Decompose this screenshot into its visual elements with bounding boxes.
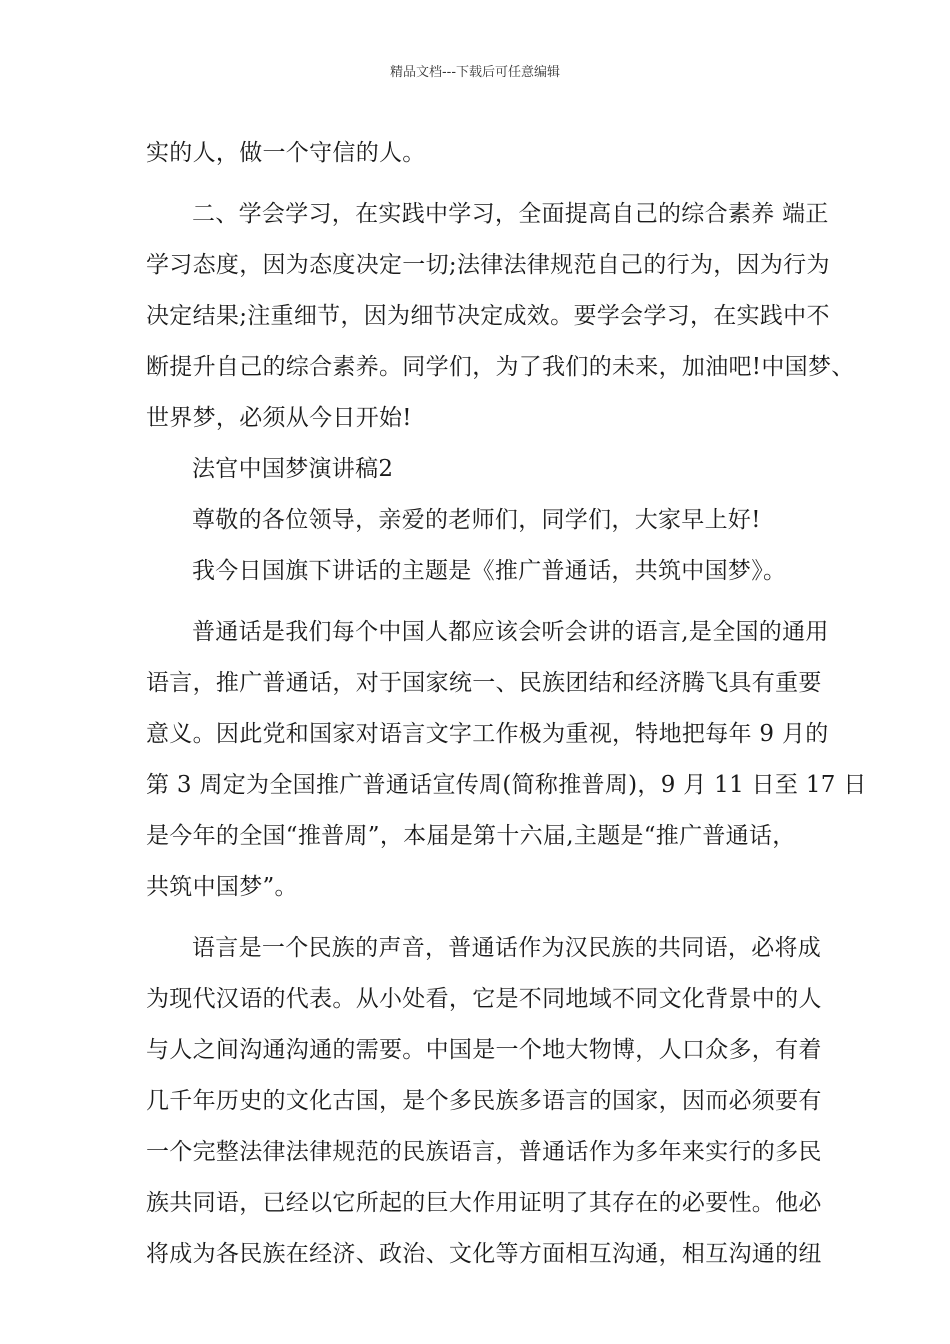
text-line: 二、学会学习，在实践中学习，全面提高自己的综合素养 端正 xyxy=(192,201,829,227)
text-line: 为现代汉语的代表。从小处看，它是不同地域不同文化背景中的人 xyxy=(146,986,822,1012)
text-line: 断提升自己的综合素养。同学们，为了我们的未来，加油吧!中国梦、 xyxy=(146,354,855,380)
text-line: 与人之间沟通沟通的需要。中国是一个地大物博，人口众多，有着 xyxy=(146,1037,822,1063)
text-line: 是今年的全国“推普周”，本届是第十六届,主题是“推广普通话， xyxy=(146,823,796,849)
text-line: 我今日国旗下讲话的主题是《推广普通话，共筑中国梦》。 xyxy=(192,558,787,584)
section-title: 法官中国梦演讲稿2 xyxy=(192,456,394,482)
document-body xyxy=(146,128,867,1280)
page-header: 精品文档---下载后可任意编辑 xyxy=(389,65,561,80)
text-line: 决定结果;注重细节，因为细节决定成效。要学会学习，在实践中不 xyxy=(146,303,830,329)
paragraph-gap xyxy=(146,179,818,189)
text-line: 几千年历史的文化古国，是个多民族多语言的国家，因而必须要有 xyxy=(146,1088,822,1114)
paragraph-gap xyxy=(146,913,818,923)
text-line: 共筑中国梦”。 xyxy=(146,874,298,900)
text-line: 第 3 周定为全国推广普通话宣传周(简称推普周)，9 月 11 日至 17 日 xyxy=(146,772,867,798)
text-line: 语言，推广普通话，对于国家统一、民族团结和经济腾飞具有重要 xyxy=(146,670,822,696)
text-line: 世界梦，必须从今日开始! xyxy=(146,405,412,431)
text-line: 意义。因此党和国家对语言文字工作极为重视，特地把每年 9 月的 xyxy=(146,721,829,747)
text-line: 一个完整法律法律规范的民族语言，普通话作为多年来实行的多民 xyxy=(146,1139,822,1165)
text-line: 尊敬的各位领导，亲爱的老师们，同学们，大家早上好! xyxy=(192,507,761,533)
text-line: 普通话是我们每个中国人都应该会听会讲的语言,是全国的通用 xyxy=(192,619,829,645)
text-line: 将成为各民族在经济、政治、文化等方面相互沟通，相互沟通的纽 xyxy=(146,1241,822,1267)
text-line: 语言是一个民族的声音，普通话作为汉民族的共同语，必将成 xyxy=(192,935,822,961)
text-line: 学习态度，因为态度决定一切;法律法律规范自己的行为，因为行为 xyxy=(146,252,830,278)
text-line: 实的人，做一个守信的人。 xyxy=(146,140,426,166)
text-line: 族共同语，已经以它所起的巨大作用证明了其存在的必要性。他必 xyxy=(146,1190,822,1216)
paragraph-gap xyxy=(146,597,818,607)
